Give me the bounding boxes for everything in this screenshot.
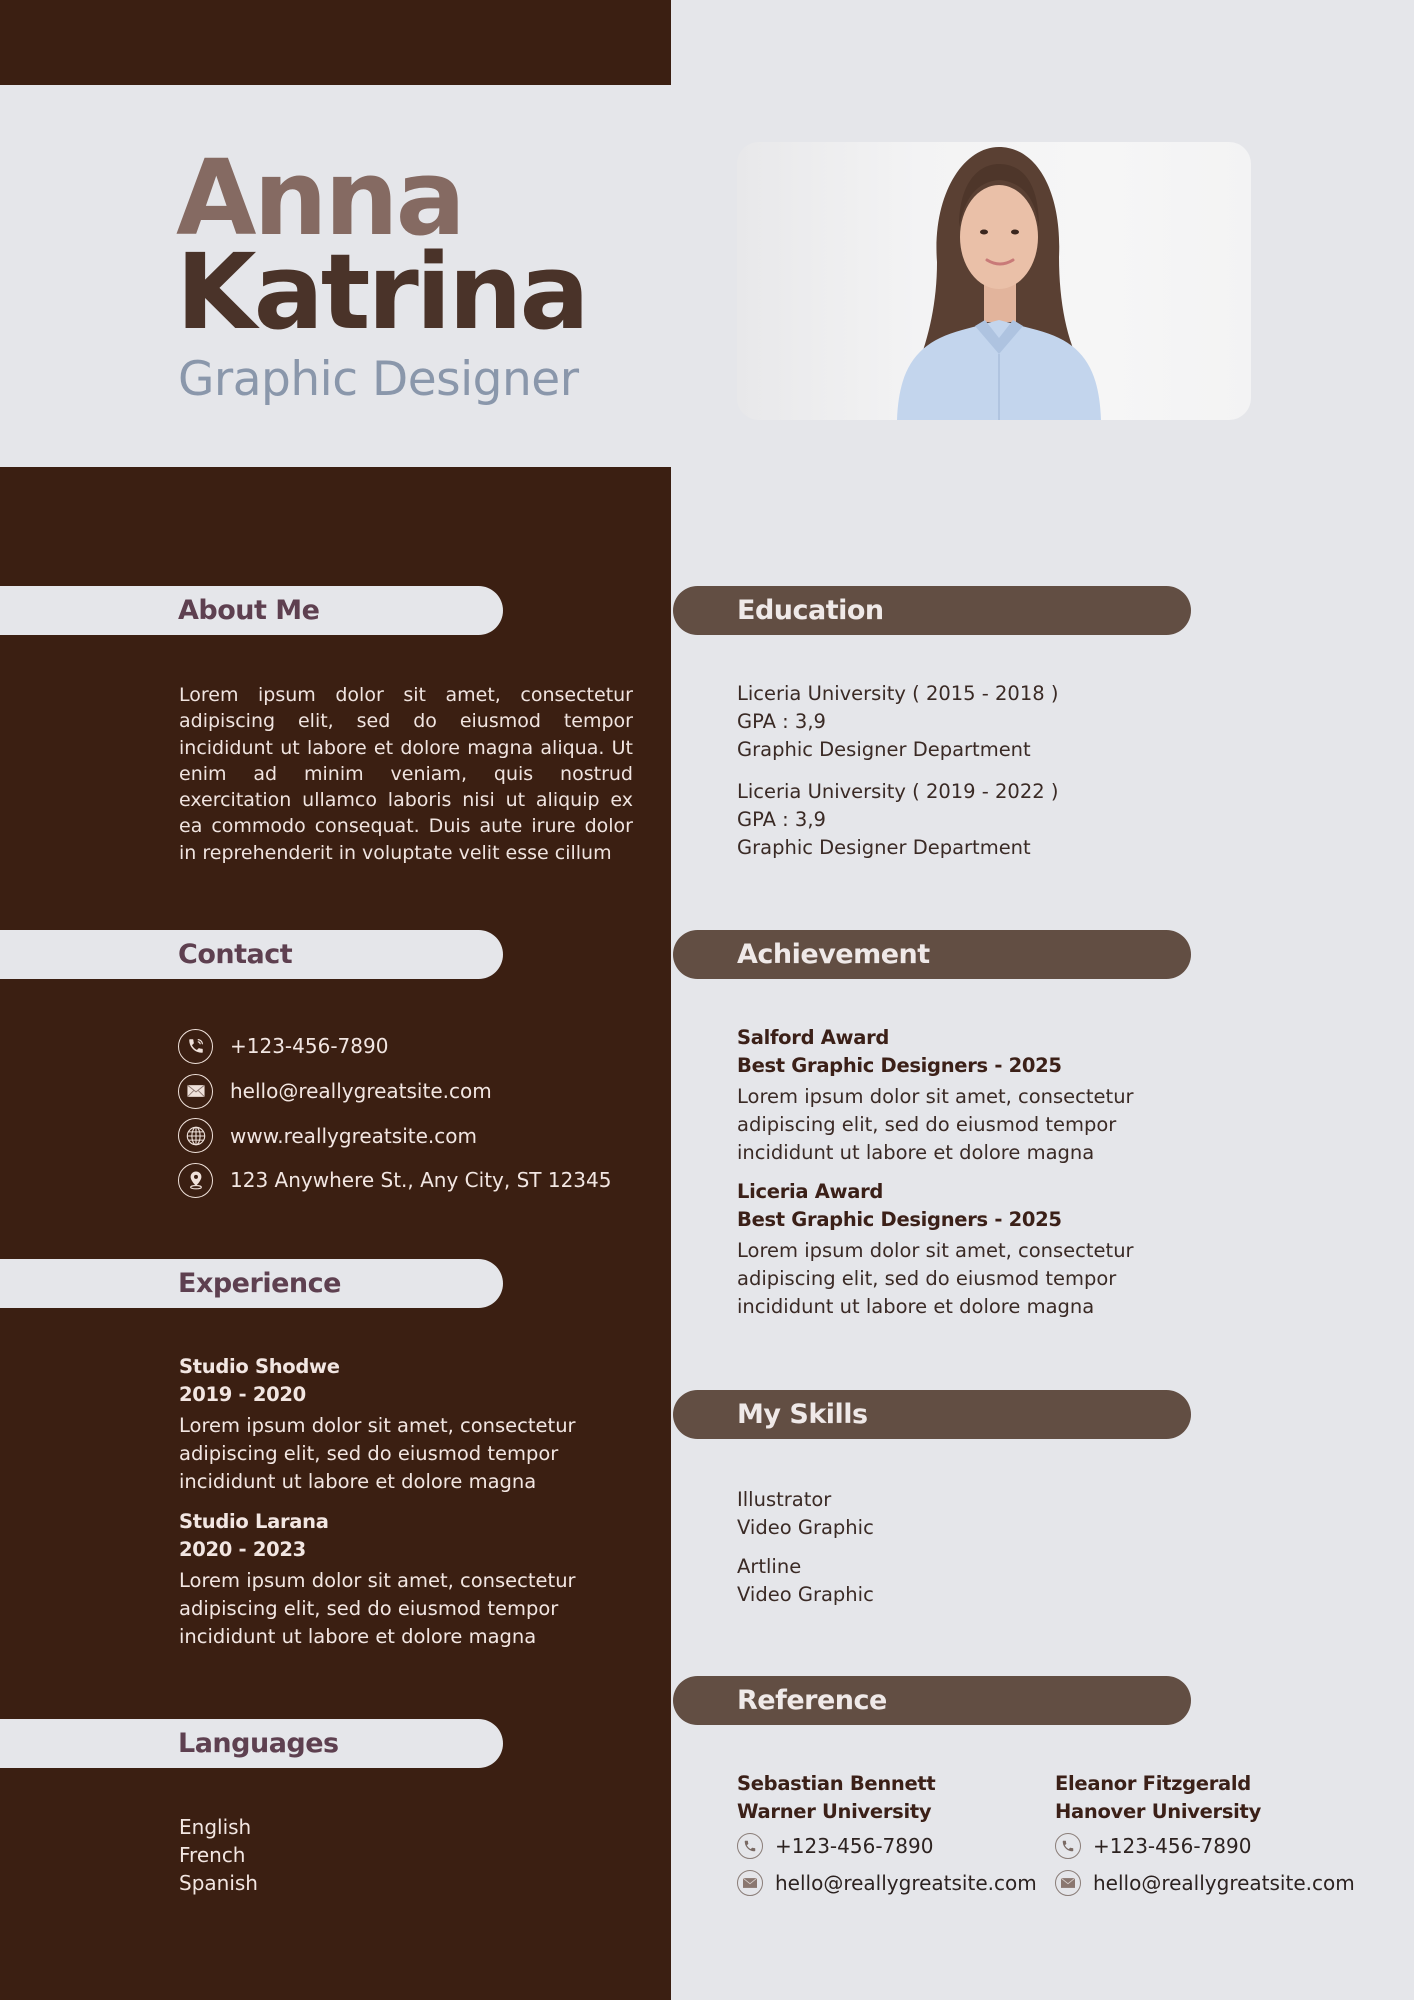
language-item: English (179, 1815, 252, 1839)
job-title: Graphic Designer (178, 352, 579, 407)
achievement-heading: Achievement (737, 939, 930, 970)
reference-organization: Hanover University (1055, 1800, 1261, 1823)
reference-phone[interactable] (1055, 1828, 1355, 1863)
education-heading: Education (737, 595, 884, 626)
location-pin-icon (178, 1163, 213, 1198)
experience-section-header (0, 1259, 503, 1308)
contact-website-text: www.reallygreatsite.com (230, 1123, 477, 1148)
skill-item: Artline (737, 1555, 802, 1578)
skill-group (737, 1553, 874, 1609)
experience-company: Studio Shodwe (179, 1355, 340, 1378)
language-item: Spanish (179, 1871, 258, 1895)
experience-period: 2019 - 2020 (179, 1383, 306, 1406)
last-name: Katrina (176, 231, 587, 353)
education-school: Liceria University ( 2015 - 2018 ) (737, 682, 1059, 705)
languages-section-header (0, 1719, 503, 1768)
about-text: Lorem ipsum dolor sit amet, consectetur adipiscing elit, sed do eiusmod tempor incididunt ut labore et dolore magna aliqua. Ut enim ad minim veniam, quis nostrud exercitation ullamco laboris nisi ut aliquip ex ea commodo consequat. Duis aute irure dolor in reprehenderit in voluptate velit esse cillum (179, 684, 633, 864)
contact-website[interactable] (178, 1113, 611, 1158)
contact-email-text: hello@reallygreatsite.com (230, 1079, 492, 1104)
achievement-award: Liceria Award (737, 1180, 884, 1203)
languages-heading: Languages (178, 1728, 339, 1759)
achievement-title: Best Graphic Designers - 2025 (737, 1208, 1062, 1231)
reference-name: Sebastian Bennett (737, 1772, 936, 1795)
experience-item (179, 1353, 599, 1496)
reference-section-header (673, 1676, 1191, 1725)
contact-section-header (0, 930, 503, 979)
phone-icon (737, 1833, 763, 1859)
contact-list (178, 1024, 611, 1203)
education-department: Graphic Designer Department (737, 836, 1031, 859)
achievement-section-header (673, 930, 1191, 979)
reference-organization: Warner University (737, 1800, 932, 1823)
reference-email[interactable] (737, 1865, 1037, 1900)
experience-period: 2020 - 2023 (179, 1538, 306, 1561)
experience-description: Lorem ipsum dolor sit amet, consectetur adipiscing elit, sed do eiusmod tempor incididunt ut labore et dolore magna (179, 1569, 576, 1648)
reference-email-text: hello@reallygreatsite.com (775, 1870, 1037, 1895)
profile-photo (737, 142, 1251, 420)
experience-company: Studio Larana (179, 1510, 329, 1533)
education-item (737, 680, 1058, 764)
globe-icon (178, 1118, 213, 1153)
contact-phone[interactable] (178, 1024, 611, 1069)
reference-card (1055, 1770, 1355, 1900)
reference-phone-text: +123-456-7890 (1093, 1833, 1252, 1858)
top-dark-band (0, 0, 671, 85)
contact-address-text: 123 Anywhere St., Any City, ST 12345 (230, 1168, 612, 1193)
mail-icon (1055, 1870, 1081, 1896)
contact-phone-text: +123-456-7890 (230, 1034, 389, 1059)
experience-heading: Experience (178, 1268, 341, 1299)
about-section-header (0, 586, 503, 635)
reference-card (737, 1770, 1037, 1900)
skill-item: Illustrator (737, 1488, 832, 1511)
reference-email[interactable] (1055, 1865, 1355, 1900)
achievement-award: Salford Award (737, 1026, 890, 1049)
skills-heading: My Skills (737, 1399, 868, 1430)
about-heading: About Me (178, 595, 320, 626)
reference-phone[interactable] (737, 1828, 1037, 1863)
mail-icon (737, 1870, 763, 1896)
achievement-item (737, 1178, 1167, 1321)
contact-address[interactable] (178, 1158, 611, 1203)
reference-email-text: hello@reallygreatsite.com (1093, 1870, 1355, 1895)
contact-heading: Contact (178, 939, 293, 970)
experience-description: Lorem ipsum dolor sit amet, consectetur adipiscing elit, sed do eiusmod tempor incididunt ut labore et dolore magna (179, 1414, 576, 1493)
achievement-item (737, 1024, 1167, 1167)
mail-icon (178, 1074, 213, 1109)
portrait-icon (737, 142, 1251, 420)
skill-item: Video Graphic (737, 1583, 874, 1606)
reference-heading: Reference (737, 1685, 887, 1716)
achievement-description: Lorem ipsum dolor sit amet, consectetur adipiscing elit, sed do eiusmod tempor incididunt ut labore et dolore magna (737, 1085, 1134, 1164)
first-name: Anna (176, 137, 463, 259)
education-item (737, 778, 1058, 862)
reference-phone-text: +123-456-7890 (775, 1833, 934, 1858)
education-gpa: GPA : 3,9 (737, 808, 826, 831)
achievement-description: Lorem ipsum dolor sit amet, consectetur adipiscing elit, sed do eiusmod tempor incididunt ut labore et dolore magna (737, 1239, 1134, 1318)
education-gpa: GPA : 3,9 (737, 710, 826, 733)
achievement-title: Best Graphic Designers - 2025 (737, 1054, 1062, 1077)
contact-email[interactable] (178, 1069, 611, 1114)
experience-item (179, 1508, 599, 1651)
education-section-header (673, 586, 1191, 635)
skill-group (737, 1486, 874, 1542)
phone-icon (178, 1029, 213, 1064)
phone-icon (1055, 1833, 1081, 1859)
education-school: Liceria University ( 2019 - 2022 ) (737, 780, 1059, 803)
education-department: Graphic Designer Department (737, 738, 1031, 761)
language-item: French (179, 1843, 246, 1867)
skills-section-header (673, 1390, 1191, 1439)
skill-item: Video Graphic (737, 1516, 874, 1539)
reference-name: Eleanor Fitzgerald (1055, 1772, 1251, 1795)
languages-list (179, 1813, 258, 1897)
